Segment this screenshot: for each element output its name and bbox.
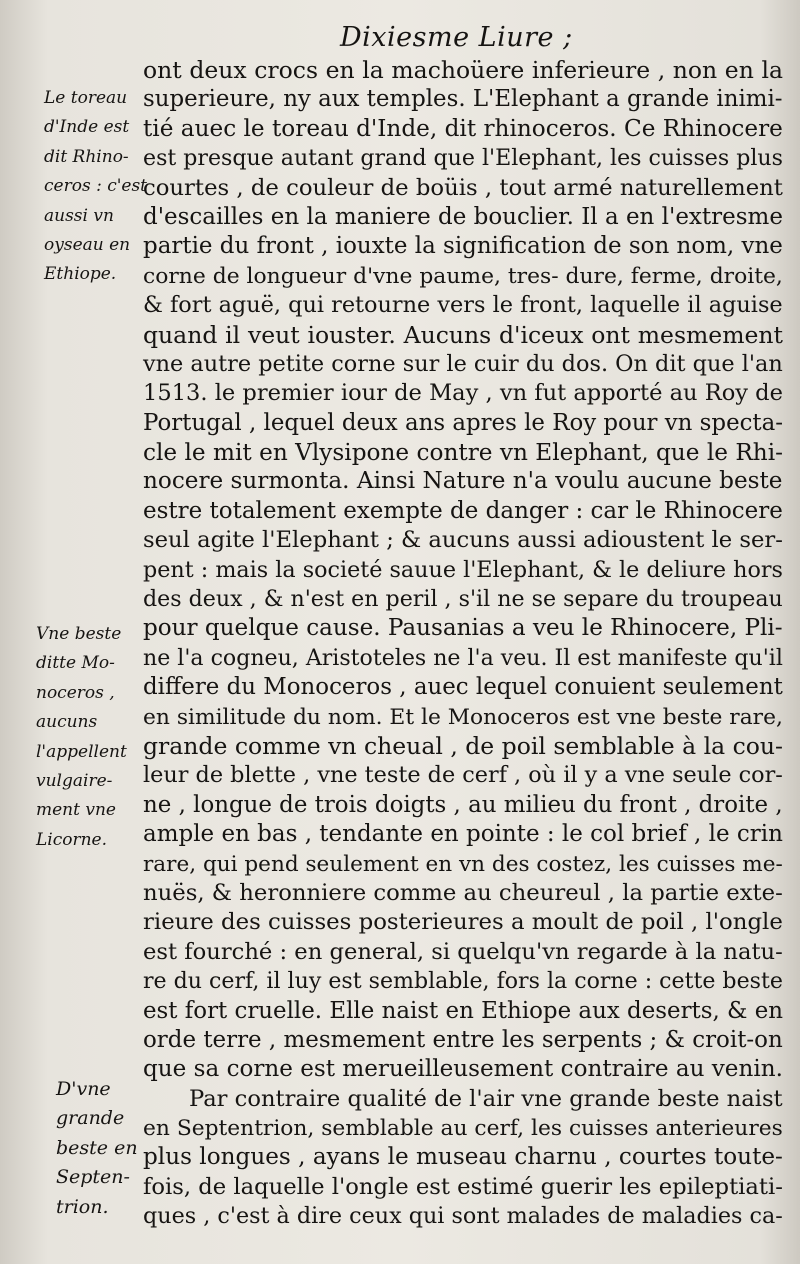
running-title: Dixiesme Liure ; xyxy=(340,22,573,53)
text-line: partie du front , iouxte la signification de son nom, vne xyxy=(143,233,783,260)
margin-note-line: Le toreau xyxy=(44,88,128,108)
margin-note-line: trion. xyxy=(56,1195,109,1218)
margin-note-line: ment vne xyxy=(36,800,116,821)
text-line: nuës, & heronniere comme au cheureul , la partie exte- xyxy=(143,879,783,906)
text-line: en similitude du nom. Et le Monoceros est vne beste rare, xyxy=(143,704,783,730)
text-line: est fort cruelle. Elle naist en Ethiope aux deserts, & en xyxy=(143,997,784,1024)
body-text xyxy=(143,56,783,1232)
margin-note-line: Licorne. xyxy=(36,829,108,850)
margin-note-northern-beast xyxy=(56,1075,138,1222)
margin-note-line: Ethiope. xyxy=(44,264,117,285)
text-line: des deux , & n'est en peril , s'il ne se separe du troupeau xyxy=(143,586,783,613)
text-line: fois, de laquelle l'ongle est estimé guerir les epileptiati- xyxy=(143,1173,783,1200)
text-line: Par contraire qualité de l'air vne grande beste naist xyxy=(189,1085,783,1112)
margin-note-line: oyseau en xyxy=(44,234,131,255)
text-line: cle le mit en Vlysipone contre vn Elephant, que le Rhi- xyxy=(143,439,783,467)
text-line: vne autre petite corne sur le cuir du dos. On dit que l'an xyxy=(143,350,783,377)
text-line: & fort aguë, qui retourne vers le front, laquelle il aguise xyxy=(143,292,783,319)
margin-note-line: Septen- xyxy=(56,1166,130,1189)
margin-note-line: aucuns xyxy=(36,712,98,733)
text-line: ample en bas , tendante en pointe : le col brief , le crin xyxy=(143,821,783,848)
text-line: seul agite l'Elephant ; & aucuns aussi adioustent le ser- xyxy=(143,527,783,554)
margin-note-line: d'Inde est xyxy=(44,117,130,138)
text-line: plus longues , ayans le museau charnu , courtes toute- xyxy=(143,1144,783,1171)
text-line: leur de blette , vne teste de cerf , où il y a vne seule cor- xyxy=(143,762,783,789)
text-line: estre totalement exempte de danger : car le Rhinocere xyxy=(143,497,783,524)
text-line: est fourché : en general, si quelqu'vn regarde à la natu- xyxy=(143,938,783,965)
text-line: corne de longueur d'vne paume, tres- dure, ferme, droite, xyxy=(143,263,783,289)
text-line: d'escailles en la maniere de bouclier. Il a en l'extresme xyxy=(143,203,783,230)
margin-note-line: l'appellent xyxy=(36,741,127,762)
text-line: tié auec le toreau d'Inde, dit rhinoceros. Ce Rhinocere xyxy=(143,115,783,142)
text-line: re du cerf, il luy est semblable, fors la corne : cette beste xyxy=(143,969,783,995)
text-line: grande comme vn cheual , de poil semblable à la cou- xyxy=(143,731,783,760)
text-line: rare, qui pend seulement en vn des costez, les cuisses me- xyxy=(143,851,783,877)
text-line: ne , longue de trois doigts , au milieu du front , droite , xyxy=(143,791,783,818)
text-line: en Septentrion, semblable au cerf, les cuisses anterieures xyxy=(143,1116,783,1142)
text-line: courtes , de couleur de boüis , tout armé naturellement xyxy=(143,174,783,201)
text-line: pent : mais la societé sauue l'Elephant, & le deliure hors xyxy=(143,556,783,583)
margin-note-line: ceros : c'est xyxy=(44,176,148,197)
text-line: quand il veut iouster. Aucuns d'iceux ont mesmement xyxy=(143,320,783,349)
text-line: pour quelque cause. Pausanias a veu le Rhinocere, Pli- xyxy=(143,615,783,642)
margin-note-line: grande xyxy=(56,1107,125,1130)
text-line: Portugal , lequel deux ans apres le Roy pour vn specta- xyxy=(143,409,783,436)
margin-note-line: beste en xyxy=(56,1136,138,1159)
text-line: superieure, ny aux temples. L'Elephant a grande inimi- xyxy=(143,86,783,113)
text-line: ne l'a cogneu, Aristoteles ne l'a veu. Il est manifeste qu'il xyxy=(143,645,783,671)
text-line: ques , c'est à dire ceux qui sont malades de maladies ca- xyxy=(143,1203,783,1230)
margin-note-line: noceros , xyxy=(36,682,115,703)
text-line: ont deux crocs en la machoüere inferieure , non en la xyxy=(143,56,783,84)
text-line: differe du Monoceros , auec lequel conuient seulement xyxy=(143,674,783,701)
text-line: est presque autant grand que l'Elephant, les cuisses plus xyxy=(143,146,783,172)
margin-note-monoceros xyxy=(36,620,127,855)
margin-note-line: vulgaire- xyxy=(36,770,113,791)
margin-note-line: aussi vn xyxy=(44,205,114,226)
text-line: 1513. le premier iour de May , vn fut apporté au Roy de xyxy=(143,380,783,407)
text-line: rieure des cuisses posterieures a moult de poil , l'ongle xyxy=(143,909,783,936)
margin-note-line: D'vne xyxy=(56,1078,111,1100)
text-line: que sa corne est merueilleusement contraire au venin. xyxy=(143,1056,783,1083)
margin-note-line: ditte Mo- xyxy=(36,653,115,674)
text-line: orde terre , mesmement entre les serpents ; & croit-on xyxy=(143,1026,783,1053)
text-line: nocere surmonta. Ainsi Nature n'a voulu aucune beste xyxy=(143,468,783,495)
margin-note-rhinoceros xyxy=(44,84,147,290)
margin-note-line: dit Rhino- xyxy=(44,146,129,167)
margin-note-line: Vne beste xyxy=(36,624,122,644)
